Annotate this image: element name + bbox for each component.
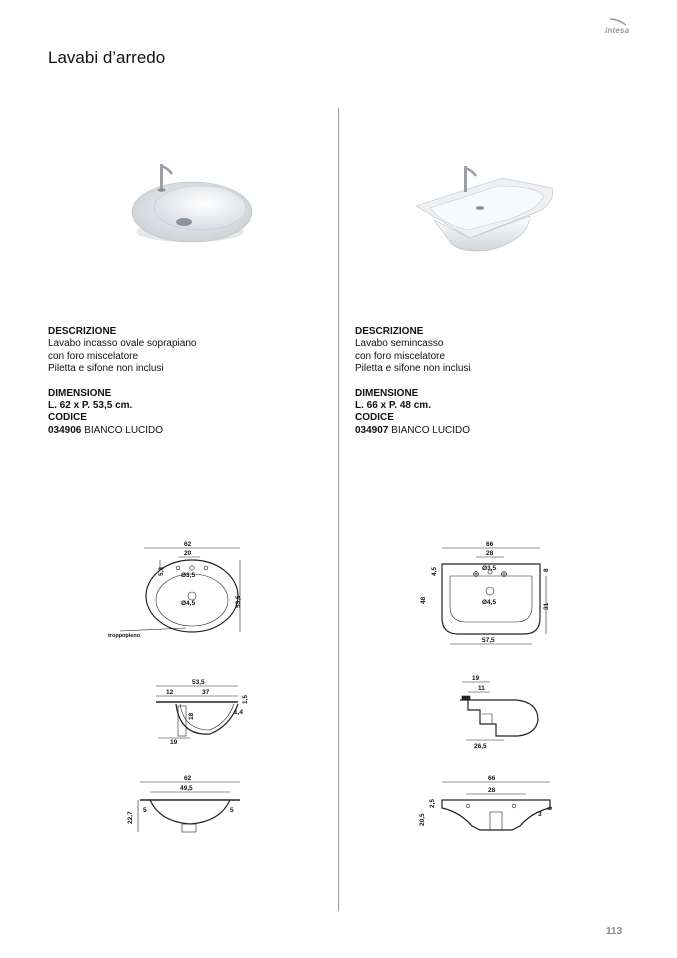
- dimension-value: L. 62 x P. 53,5 cm.: [48, 400, 133, 412]
- technical-drawing-side-section-034907: [450, 670, 550, 750]
- dim-inner: 49,5: [180, 785, 193, 792]
- product-info-034907: [355, 326, 471, 437]
- product-code: 034906: [48, 424, 82, 436]
- dim-lip: 1,4: [234, 709, 244, 716]
- product-code: 034907: [355, 424, 389, 436]
- dim-depth: 53,5: [235, 595, 242, 608]
- product-code-line: [48, 425, 196, 437]
- product-photo-oval-basin: [128, 150, 260, 250]
- dim-b: 11: [478, 685, 485, 692]
- dim-base: 57,5: [482, 637, 495, 644]
- dim-depth: 53,5: [192, 679, 205, 686]
- technical-drawing-front-view-034907: [416, 772, 556, 834]
- product-finish: BIANCO LUCIDO: [391, 424, 471, 436]
- dim-height: 20,5: [419, 813, 426, 826]
- dim-width: 66: [486, 541, 494, 548]
- dim-width: 62: [184, 775, 192, 782]
- description-line: con foro miscelatore: [355, 350, 446, 362]
- column-divider: [338, 108, 339, 911]
- dim-c: 26,5: [474, 743, 487, 750]
- dim-width: 62: [184, 541, 192, 548]
- dim-back: 6: [547, 806, 554, 810]
- dim-left: 5: [143, 807, 147, 814]
- dim-height: 22,7: [127, 811, 134, 824]
- dim-a: 19: [472, 675, 480, 682]
- description-line: Piletta e sifone non inclusi: [48, 363, 164, 375]
- dim-tap-hole: Ø3,5: [181, 572, 196, 579]
- dim-lip: 3: [538, 811, 542, 818]
- product-photo-semi-recessed-basin: [410, 158, 558, 256]
- dim-offset: 19: [170, 739, 178, 746]
- dim-rim: 4,5: [431, 566, 438, 576]
- dim-drain: Ø4,5: [482, 599, 497, 606]
- dim-center: 20: [184, 550, 192, 557]
- dim-depth: 48: [420, 596, 427, 604]
- description-line: Lavabo semincasso: [355, 338, 444, 350]
- technical-drawing-top-view-034906: [100, 536, 260, 642]
- dim-drain: Ø4,5: [181, 600, 196, 607]
- dim-tap-hole: Ø3,5: [482, 565, 497, 572]
- description-heading: DESCRIZIONE: [355, 326, 424, 337]
- overflow-note: troppopieno: [108, 633, 141, 639]
- product-finish: BIANCO LUCIDO: [84, 424, 164, 436]
- dim-b: 37: [202, 689, 210, 696]
- description-heading: DESCRIZIONE: [48, 326, 117, 337]
- description-line: Lavabo incasso ovale soprapiano: [48, 338, 197, 350]
- dimension-value: L. 66 x P. 48 cm.: [355, 400, 431, 412]
- code-heading: CODICE: [355, 412, 394, 424]
- dim-center: 28: [486, 550, 494, 557]
- page-title: Lavabi d’arredo: [48, 48, 166, 67]
- dim-height: 18: [188, 712, 195, 720]
- product-info-034906: [48, 326, 196, 437]
- technical-drawing-front-view-034906: [124, 772, 244, 836]
- dimension-heading: DIMENSIONE: [48, 387, 112, 399]
- logo-swoosh-icon: [608, 18, 628, 26]
- product-code-line: [355, 425, 471, 437]
- dim-back: 8: [543, 568, 550, 572]
- dim-width: 66: [488, 775, 496, 782]
- logo-text: intesa: [605, 26, 630, 35]
- dim-inner: 28: [488, 787, 496, 794]
- dim-rim: 1,5: [242, 694, 249, 704]
- dim-offset: 5,3: [158, 566, 165, 576]
- dim-a: 12: [166, 689, 174, 696]
- page-number: 113: [606, 926, 623, 937]
- dim-rim: 2,5: [429, 798, 436, 808]
- dim-inner-depth: 31: [543, 602, 550, 610]
- brand-logo: [600, 18, 634, 38]
- dim-right: 5: [230, 807, 234, 814]
- description-line: Piletta e sifone non inclusi: [355, 363, 471, 375]
- technical-drawing-side-section-034906: [150, 676, 254, 746]
- code-heading: CODICE: [48, 412, 87, 424]
- description-line: con foro miscelatore: [48, 350, 139, 362]
- dimension-heading: DIMENSIONE: [355, 387, 419, 399]
- technical-drawing-top-view-034907: [412, 536, 562, 650]
